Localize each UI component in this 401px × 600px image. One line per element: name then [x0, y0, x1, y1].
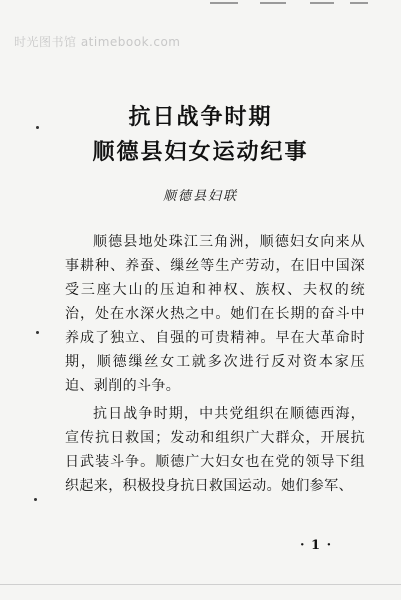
body-text	[65, 230, 365, 502]
watermark-text: 时光图书馆 atimebook.com	[14, 35, 181, 49]
margin-mark	[34, 498, 37, 501]
page-number: · 1 ·	[300, 538, 333, 553]
margin-mark	[36, 126, 39, 129]
top-mark	[350, 2, 368, 4]
top-mark	[260, 2, 286, 4]
top-mark	[310, 2, 334, 4]
author-byline: 顺德县妇联	[162, 189, 238, 204]
title-line-1: 抗日战争时期	[128, 104, 273, 130]
top-mark	[210, 2, 238, 4]
bottom-edge-rule	[0, 584, 401, 585]
top-edge-marks	[200, 0, 370, 6]
title-line-2: 顺德县妇女运动纪事	[92, 139, 309, 165]
paragraph: 抗日战争时期，中共党组织在顺德西海，宣传抗日救国；发动和组织广大群众，开展抗日武装斗争。顺德广大妇女也在党的领导下组织起来，积极投身抗日救国运动。她们参军、	[65, 406, 365, 494]
margin-mark	[36, 331, 39, 334]
paragraph: 顺德县地处珠江三角洲，顺德妇女向来从事耕种、养蚕、缫丝等生产劳动，在旧中国深受三座大山的压迫和神权、族权、夫权的统治，处在水深火热之中。她们在长期的奋斗中养成了独立、自强的可贵精神。早在大革命时期，顺德缫丝女工就多次进行反对资本家压迫、剥削的斗争。	[65, 234, 365, 394]
